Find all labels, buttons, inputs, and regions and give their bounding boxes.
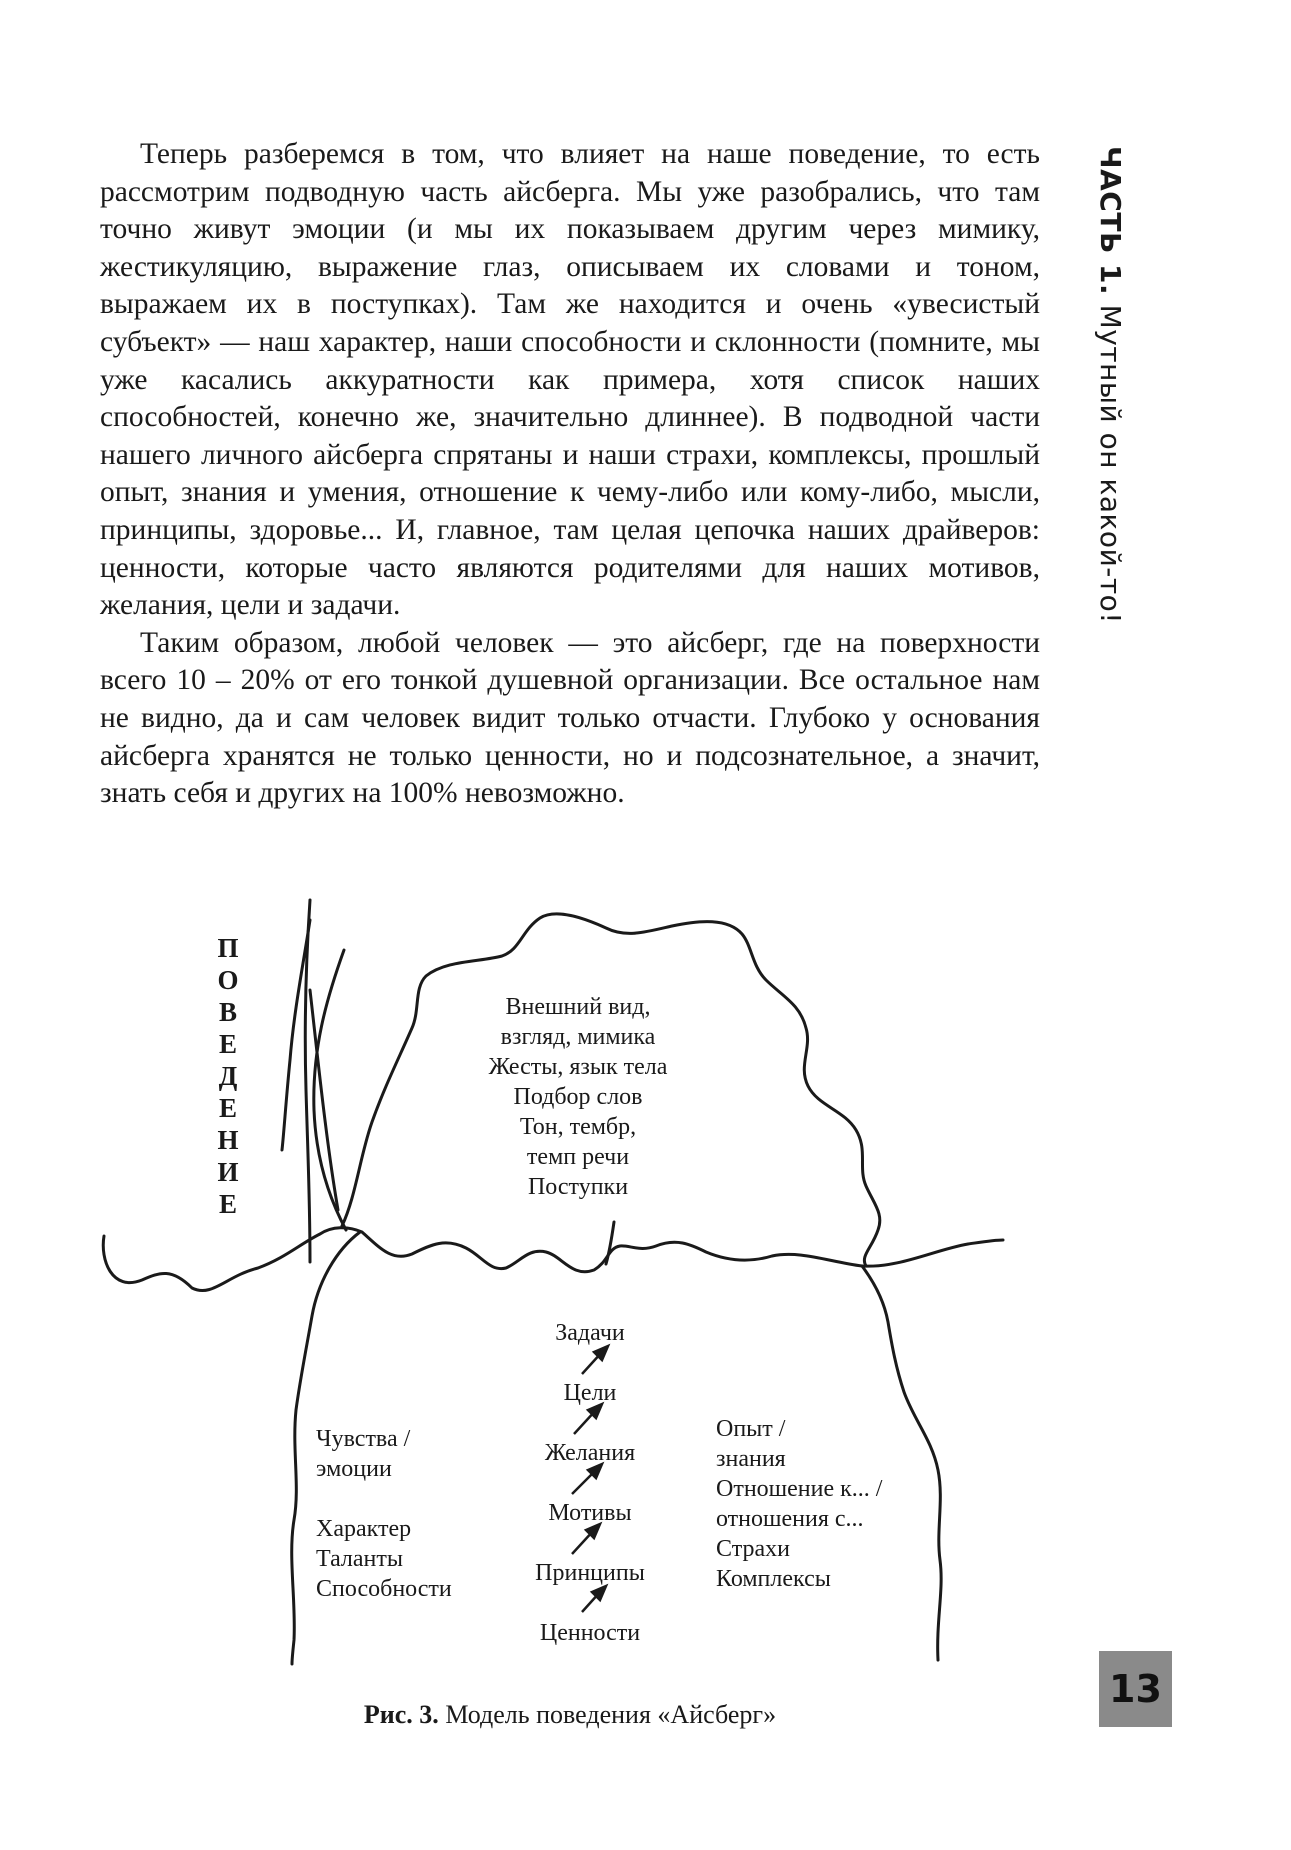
figure-caption-label: Рис. 3. (363, 1700, 439, 1729)
chain-item: Мотивы (548, 1500, 632, 1526)
vertical-letter: П (217, 933, 239, 963)
vertical-letter: Е (218, 1093, 238, 1123)
chain-item: Ценности (539, 1620, 641, 1646)
running-header-part: ЧАСТЬ 1. (1094, 146, 1127, 296)
arrow-icon (574, 1404, 602, 1434)
left-column-item: Чувства / (316, 1426, 411, 1452)
behavior-line-4 (314, 950, 346, 1230)
vertical-letter: О (217, 965, 239, 995)
left-column-item: Таланты (316, 1546, 404, 1572)
arrow-icon (582, 1586, 606, 1612)
above-water-item: Жесты, язык тела (488, 1054, 668, 1080)
vertical-label (217, 933, 238, 1219)
running-header-title: Мутный он какой-то! (1094, 304, 1127, 625)
chain-item: Задачи (555, 1320, 625, 1346)
right-column-item: знания (716, 1446, 786, 1472)
waterline (103, 1228, 1003, 1291)
above-water-item: Поступки (527, 1174, 629, 1200)
chain-item: Принципы (535, 1560, 645, 1586)
figure-caption (100, 1700, 1040, 1730)
arrow-icon (572, 1464, 602, 1494)
paragraph-1: Теперь разберемся в том, что влияет на наше поведение, то есть рассмотрим подводную часть айсберга. Мы уже разобрались, что там точно живут эмоции (и мы их показываем другим через мимику, жестикуляцию, выражение глаз, описываем их словами и тоном, выражаем их в поступках). Там же находится и очень «увесистый субъект» — наш характер, наши способности и склонности (помните, мы уже касались аккуратности как примера, хотя список наших способностей, конечно же, значительно длиннее). В подводной части нашего личного айсберга спрятаны и наши страхи, комплексы, прошлый опыт, знания и умения, отношение к чему-либо или кому-либо, мысли, принципы, здоровье... И, главное, там целая цепочка наших драйверов: ценности, которые часто являются родителями для наших мотивов, желания, цели и задачи. (100, 138, 1040, 622)
left-column-item: эмоции (316, 1456, 392, 1482)
above-water-item: взгляд, мимика (500, 1024, 656, 1050)
right-column-item: Опыт / (716, 1416, 786, 1442)
vertical-letter: Д (218, 1061, 238, 1091)
right-column (716, 1416, 883, 1592)
above-water-list (489, 994, 668, 1200)
left-column (316, 1426, 452, 1602)
vertical-letter: И (217, 1157, 239, 1187)
vertical-letter: Н (217, 1125, 239, 1155)
above-water-item: Внешний вид, (505, 994, 651, 1020)
vertical-letter: Е (218, 1189, 238, 1219)
left-column-item: Характер (316, 1516, 412, 1542)
vertical-letter: Е (218, 1029, 238, 1059)
figure-caption-text: Модель поведения «Айсберг» (445, 1700, 777, 1729)
right-column-item: отношения с... (716, 1506, 864, 1532)
arrow-icon (582, 1346, 608, 1374)
above-water-item: Подбор слов (513, 1084, 643, 1110)
right-column-item: Комплексы (716, 1566, 831, 1592)
chain-item: Цели (563, 1380, 617, 1406)
vertical-letter: В (218, 997, 238, 1027)
left-column-item: Способности (316, 1576, 452, 1602)
above-water-item: Тон, тембр, (519, 1114, 637, 1140)
driver-chain (535, 1320, 645, 1646)
arrow-icon (572, 1524, 600, 1554)
right-column-item: Страхи (716, 1536, 790, 1562)
right-column-item: Отношение к... / (716, 1476, 883, 1502)
paragraph-2: Таким образом, любой человек — это айсберг, где на поверхности всего 10 – 20% от его тонкой душевной организации. Все остальное нам не видно, да и сам человек видит только отчасти. Глубоко у основания айсберга хранятся не только ценности, но и подсознательное, а значит, знать себя и других на 100% невозможно. (100, 626, 1040, 810)
iceberg-notch (606, 1222, 614, 1264)
iceberg-bottom-right (862, 1266, 941, 1660)
page-number: 13 (1099, 1651, 1172, 1727)
chain-item: Желания (544, 1440, 636, 1466)
above-water-item: темп речи (526, 1144, 630, 1170)
